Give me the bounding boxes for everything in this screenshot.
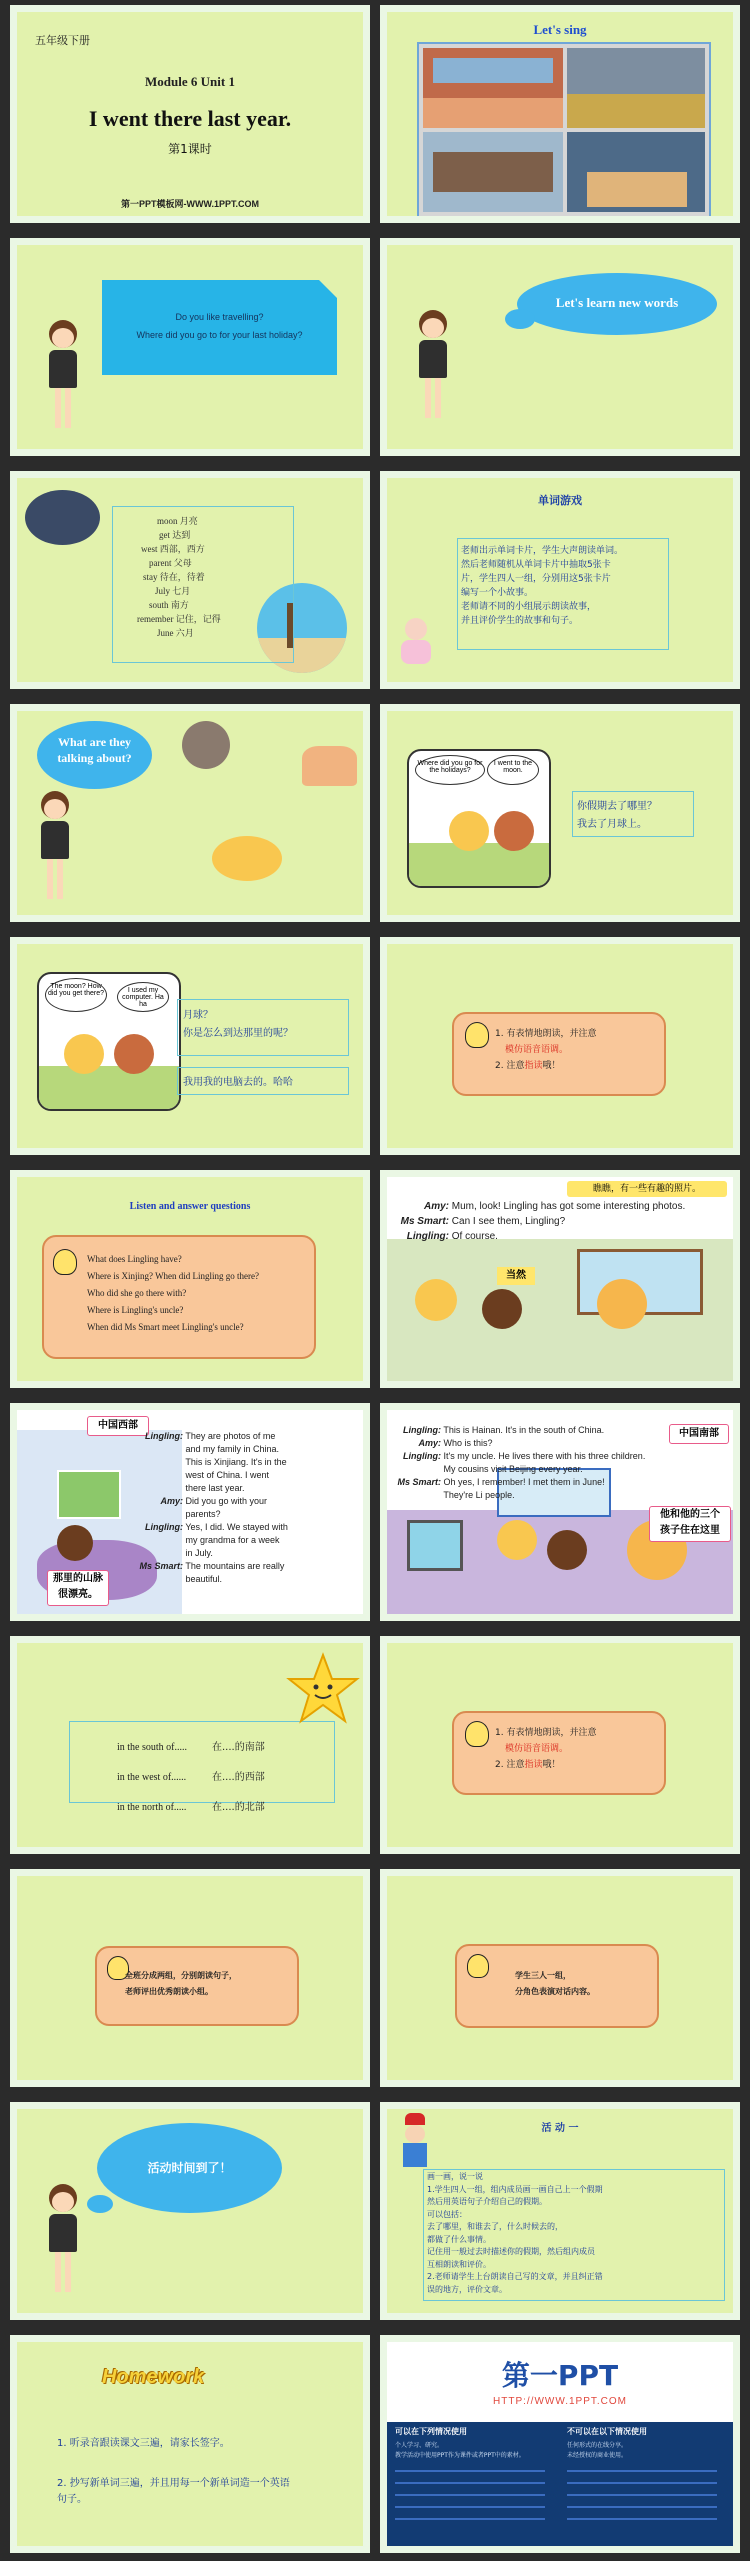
region-label: 中国西部 xyxy=(87,1416,149,1436)
phrase-row: in the north of..... 在....的北部 xyxy=(117,1802,265,1813)
license-can-item: 教学活动中使用PPT作为课件或者PPT中的素材。 xyxy=(395,2452,525,2459)
homework-title: Homework xyxy=(102,2366,205,2388)
translation-line2: 我去了月球上。 xyxy=(577,819,647,830)
dialogue-line: Ms Smart: The mountains are really xyxy=(139,1561,285,1571)
phrase-list xyxy=(117,1733,265,1823)
tip-line1: 学生三人一组， xyxy=(515,1971,571,1980)
question-item: Who did she go there with? xyxy=(87,1288,187,1298)
slide-11 xyxy=(10,1170,370,1388)
slide-16 xyxy=(380,1636,740,1854)
teacher-girl-illustration xyxy=(27,791,87,921)
slide-7 xyxy=(10,704,370,922)
dialogue xyxy=(393,1199,685,1244)
dialogue-line: parents? xyxy=(185,1509,221,1519)
dialogue-line: Amy: Mum, look! Lingling has got some interesting photos. xyxy=(423,1201,686,1212)
dialogue-line: Ms Smart: Oh yes, I remember! I met them in June! xyxy=(397,1477,605,1487)
phrase-row: in the south of..... 在....的南部 xyxy=(117,1742,265,1753)
light-bulb-icon xyxy=(467,1954,489,1978)
slide-4 xyxy=(380,238,740,456)
slide-19 xyxy=(10,2102,370,2320)
license-cannot-item: 未经授权的商业使用。 xyxy=(567,2452,628,2459)
banner-note: 瞧瞧，有一些有趣的照片。 xyxy=(567,1181,727,1197)
slide-20 xyxy=(380,2102,740,2320)
light-bulb-icon xyxy=(465,1721,489,1747)
question-item: Where is Xinjing? When did Lingling go there? xyxy=(87,1271,260,1281)
dialogue-line: This is Xinjiang. It's in the xyxy=(185,1457,287,1467)
slide-2 xyxy=(380,5,740,223)
dialogue-line: Lingling: They are photos of me xyxy=(145,1431,276,1441)
slide-title: I went there last year. xyxy=(88,106,292,131)
instruction-line: 老师请不同的小组展示朗读故事， xyxy=(461,602,597,612)
slide-5 xyxy=(10,471,370,689)
slide-3 xyxy=(10,238,370,456)
word-list xyxy=(137,514,221,640)
slide-title: 单词游戏 xyxy=(538,494,582,507)
toy-illustration xyxy=(397,618,437,668)
word-item: remember 记住，记得 xyxy=(137,614,221,624)
tip-line1-highlight: 模仿语音语调。 xyxy=(505,1744,569,1754)
instructions xyxy=(461,544,623,628)
brand-logo: 第一PPT xyxy=(501,2359,619,2392)
dialogue-line: my grandma for a week xyxy=(185,1535,280,1545)
translation-line3: 我用我的电脑去的。哈哈 xyxy=(183,1077,293,1088)
question-2: Where did you go to for your last holiday? xyxy=(136,330,303,340)
dialogue-line: Amy: Who is this? xyxy=(418,1438,493,1448)
school-photo-collage xyxy=(417,42,711,218)
homework-item: 2. 抄写新单词三遍，并且用每一个新单词造一个英语 xyxy=(57,2478,290,2489)
star-icon xyxy=(285,1651,361,1727)
footer-label: 第一PPT模板网-WWW.1PPT.COM xyxy=(121,199,259,209)
light-bulb-icon xyxy=(53,1249,77,1275)
tip-line2: 分角色表演对话内容。 xyxy=(515,1987,595,1996)
question-item: Where is Lingling's uncle? xyxy=(87,1305,184,1315)
question-item: What does Lingling have? xyxy=(87,1254,182,1264)
speech-bubble-b: I went to the moon. xyxy=(487,755,539,785)
dialogue xyxy=(135,1430,288,1586)
homework-item: 1. 听录音跟读课文三遍，请家长签字。 xyxy=(57,2438,230,2449)
region-label: 中国南部 xyxy=(669,1424,729,1444)
license-can-item: 个人学习、研究。 xyxy=(395,2442,444,2449)
dialogue-line: west of China. I went xyxy=(185,1470,270,1480)
slide-title: Let's sing xyxy=(533,22,587,37)
question-card xyxy=(102,280,337,375)
word-item: west 西部，西方 xyxy=(141,544,205,554)
translation-line1: 你假期去了哪里？ xyxy=(577,801,657,812)
slide-22 xyxy=(380,2335,740,2553)
dialogue-line: My cousins visit Beijing every year. xyxy=(443,1464,583,1474)
instruction-line: 画一画，说一说 xyxy=(427,2172,483,2181)
photo-corridor xyxy=(567,132,705,212)
phrase-row: in the west of...... 在....的西部 xyxy=(117,1772,265,1783)
tip-line1: 1. 有表情地朗读，并注意 xyxy=(495,1728,597,1738)
link-list xyxy=(395,2466,725,2538)
boy-at-computer-illustration xyxy=(302,746,357,786)
module-label: Module 6 Unit 1 xyxy=(145,74,235,89)
speech-bubble-a: Where did you go for the holidays? xyxy=(415,755,485,785)
dialogue-line: beautiful. xyxy=(185,1574,223,1584)
tip-line1: 全班分成两组，分别朗读句子， xyxy=(125,1971,237,1980)
questions-list xyxy=(87,1251,259,1336)
word-item: June 六月 xyxy=(157,628,194,638)
uncle-note: 他和他的三个 孩子住在这里 xyxy=(649,1506,731,1542)
cloud-text-line2: talking about? xyxy=(57,751,132,765)
dialogue-line: Ms Smart: Can I see them, Lingling? xyxy=(400,1216,566,1227)
tip-line2: 老师评出优秀朗读小组。 xyxy=(125,1987,213,1996)
dialogue-line: Lingling: This is Hainan. It's in the south of China. xyxy=(403,1425,605,1435)
cloud-text-line1: What are they xyxy=(57,735,132,749)
instruction-line: 老师出示单词卡片，学生大声朗读单词。 xyxy=(461,546,624,556)
speech-bubble-b: I used my computer. Ha ha xyxy=(117,982,169,1012)
instruction-line: 并且评价学生的故事和句子。 xyxy=(461,616,579,626)
instruction-line: 然后老师随机从单词卡片中抽取5张卡 xyxy=(461,560,611,570)
slide-1 xyxy=(10,5,370,223)
cloud-text: 活动时间到了！ xyxy=(147,2161,232,2175)
tip-line2: 2. 注意指读哦！ xyxy=(495,1760,561,1770)
license-can-title: 可以在下列情况使用 xyxy=(395,2427,467,2436)
word-item: stay 待在，待着 xyxy=(143,572,205,582)
photo-library xyxy=(423,132,563,212)
word-item: moon 月亮 xyxy=(157,516,198,526)
photo-classroom xyxy=(423,48,563,128)
instruction-line: 去了哪里，和谁去了，什么时候去的， xyxy=(427,2222,563,2231)
lesson-label: 第1课时 xyxy=(168,142,212,156)
question-1: Do you like travelling? xyxy=(175,312,264,322)
dialogue-line: in July. xyxy=(185,1548,213,1558)
instruction-line: 记住用一般过去时描述你的假期，然后组内成员 xyxy=(427,2247,595,2256)
moon-illustration xyxy=(182,721,230,769)
dialogue xyxy=(391,1424,645,1502)
pinocchio-illustration xyxy=(395,2113,435,2173)
teacher-girl-illustration xyxy=(35,320,95,450)
word-item: south 南方 xyxy=(149,600,189,610)
instruction-line: 1.学生四人一组，组内成员画一画自己上一个假期 xyxy=(427,2184,603,2194)
word-item: parent 父母 xyxy=(149,558,192,568)
instruction-line: 编写一个小故事。 xyxy=(461,588,534,598)
tip-line2: 2. 注意指读哦！ xyxy=(495,1061,561,1071)
teacher-girl-illustration xyxy=(35,2184,95,2314)
dialogue-line: They're Li people. xyxy=(443,1490,515,1500)
slide-8 xyxy=(380,704,740,922)
kids-illustration xyxy=(212,836,282,881)
tip-line1: 1. 有表情地朗读，并注意 xyxy=(495,1029,597,1039)
dialogue-line: Lingling: Of course. xyxy=(406,1231,498,1242)
cloud-text: Let's learn new words xyxy=(555,295,679,310)
word-item: July 七月 xyxy=(155,586,191,596)
speech-bubble-a: The moon? How did you get there? xyxy=(45,978,107,1012)
slide-6 xyxy=(380,471,740,689)
instruction-line: 互相朗读和评价。 xyxy=(427,2259,491,2269)
brand-url: HTTP://WWW.1PPT.COM xyxy=(493,2396,627,2407)
photo-hall xyxy=(567,48,705,128)
slide-14 xyxy=(380,1403,740,1621)
activity-instructions xyxy=(427,2171,603,2296)
slide-10 xyxy=(380,937,740,1155)
instruction-line: 误的地方，评价文章。 xyxy=(427,2284,507,2294)
tip-line1-highlight: 模仿语音语调。 xyxy=(505,1045,569,1055)
instruction-line: 可以包括： xyxy=(427,2209,467,2219)
slide-12 xyxy=(380,1170,740,1388)
dialogue-line: and my family in China. xyxy=(185,1444,280,1454)
instruction-line: 然后用英语句子介绍自己的假期。 xyxy=(427,2197,547,2206)
dialogue-line: Lingling: It's my uncle. He lives there with his three children. xyxy=(403,1451,646,1461)
instruction-line: 都做了什么事情。 xyxy=(427,2234,491,2244)
scene-illustration xyxy=(387,1239,733,1381)
slide-15 xyxy=(10,1636,370,1854)
badge-note: 当然 xyxy=(497,1267,535,1285)
instruction-line: 片，学生四人一组，分别用这5张卡片 xyxy=(461,574,611,584)
translation-line1: 月球？ xyxy=(183,1010,213,1021)
license-panel xyxy=(387,2422,733,2546)
dialogue-line: there last year. xyxy=(185,1483,245,1493)
slide-13 xyxy=(10,1403,370,1621)
slide-18 xyxy=(380,1869,740,2087)
homework-item: 句子。 xyxy=(57,2494,87,2505)
license-cannot-title: 不可以在以下情况使用 xyxy=(567,2427,647,2436)
word-item: get 达到 xyxy=(159,530,191,540)
slide-title: 活 动 一 xyxy=(541,2123,579,2134)
dialogue-line: Lingling: Yes, I did. We stayed with xyxy=(145,1522,288,1532)
dialogue-line: Amy: Did you go with your xyxy=(160,1496,268,1506)
question-item: When did Ms Smart meet Lingling's uncle? xyxy=(87,1322,244,1332)
license-cannot-item: 任何形式的在线分享。 xyxy=(567,2442,628,2449)
translation-line2: 你是怎么到达那里的呢？ xyxy=(183,1028,293,1039)
grade-label: 五年级下册 xyxy=(35,34,90,47)
light-bulb-icon xyxy=(465,1022,489,1048)
slide-17 xyxy=(10,1869,370,2087)
slide-title: Listen and answer questions xyxy=(129,1201,251,1212)
teacher-girl-illustration xyxy=(405,310,465,440)
slide-21 xyxy=(10,2335,370,2553)
space-photo xyxy=(25,490,100,545)
mountain-note: 那里的山脉 很漂亮。 xyxy=(47,1570,109,1606)
instruction-line: 2.老师请学生上台朗读自己写的文章，并且纠正错 xyxy=(427,2272,603,2281)
slide-9 xyxy=(10,937,370,1155)
